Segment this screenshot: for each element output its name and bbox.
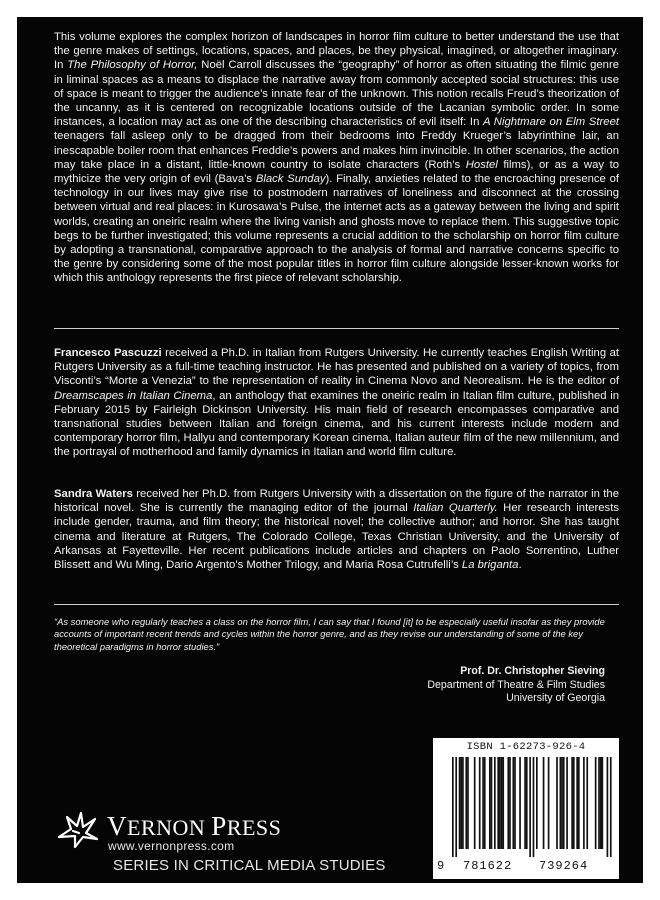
- divider: [54, 328, 619, 329]
- barcode-bar: [494, 757, 496, 849]
- barcode-bar: [561, 757, 563, 849]
- barcode-bar: [586, 757, 588, 849]
- barcode-bar: [610, 757, 612, 857]
- book-description: [54, 30, 619, 286]
- barcode-bar: [598, 757, 600, 849]
- barcode-bar: [595, 757, 597, 849]
- barcode-bar: [563, 757, 565, 849]
- endorser-name: Prof. Dr. Christopher Sieving: [460, 665, 605, 677]
- isbn-barcode: [433, 738, 619, 879]
- endorser-university: University of Georgia: [506, 692, 605, 704]
- barcode-bar: [602, 757, 604, 849]
- bio-text: Her research interests include gender, trauma, and film theory; the historical novel; the collective author; and horror. She has taught cinema and literature at Rutgers, The Colorado College, Texas Christian University, and the University of Arkansas at Fayetteville. Her recent publications include articles and chapters on Paolo Sorrentino, Luther Blissett and Wu Ming, Dario Argento’s Mother Trilogy, and Maria Rosa Cutrufelli’s: [54, 502, 619, 572]
- title-la-briganta: La briganta: [461, 559, 519, 572]
- description-text: ). Finally, anxieties related to the encroaching presence of technology in our lives may give rise to postmodern narratives of loneliness and disconnect at the crossing between virtual and real places: in Kurosawa’s Pulse, the internet acts as a gateway between the living and spirit worlds, creating an oneiric realm where the living vanish and ghosts move to replace them. This suggestive topic begs to be further investigated; this volume represents a crucial addition to the scholarship on horror film culture by adopting a transnational, comparative approach to the analysis of formal and narrative concerns specific to the genre by considering some of the most popular titles in horror film culture alongside lesser-known works for which this anthology represents the first piece of relevant scholarship.: [54, 173, 619, 285]
- barcode-bar: [524, 757, 526, 849]
- divider: [54, 604, 619, 605]
- bio-text: , an anthology that examines the oneiric realm in Italian film culture, published in February 2015 by Fairleigh Dickinson University. His main field of research encompasses comparative and transnational studies between Italian and foreign cinema, and his current interests include modern and contemporary horror film, Hallyu and contemporary Korean cinema, Italian auteur film of the new millennium, and the portrayal of motherhood and family dynamics in Italian and world film culture.: [54, 389, 619, 459]
- title-italian-quarterly: Italian Quarterly.: [413, 502, 498, 515]
- barcode-bar: [536, 757, 538, 849]
- barcode-bar: [533, 757, 535, 857]
- bio-pascuzzi: [54, 346, 619, 460]
- title-black-sunday: Black Sunday: [255, 173, 326, 186]
- barcode-bar: [462, 757, 464, 849]
- barcode-bar: [459, 757, 461, 849]
- description-text: teenagers fall asleep only to be dragged from their bedrooms into Freddy Krueger’s labyrinthine lair, an inescapable boiler room that enhances Freddie’s powers and makes him invincible. In other scenarios, the action may take place in a distant, little-known country to isolate characters (Roth’s: [54, 130, 619, 171]
- barcode-bar: [489, 757, 491, 849]
- barcode-bar: [556, 757, 558, 849]
- barcode-bars: [442, 757, 612, 857]
- barcode-bar: [482, 757, 484, 849]
- series-title: SERIES IN CRITICAL MEDIA STUDIES: [113, 857, 386, 874]
- barcode-bar: [499, 757, 501, 849]
- barcode-bar: [455, 757, 457, 857]
- barcode-bar: [519, 757, 521, 849]
- barcode-bar: [529, 757, 531, 857]
- title-nightmare-on-elm-street: A Nightmare on Elm Street: [483, 116, 620, 129]
- barcode-bar: [452, 757, 454, 857]
- back-cover: [17, 17, 643, 883]
- barcode-bar: [543, 757, 545, 849]
- barcode-bar: [491, 757, 493, 849]
- isbn-first-digit: 9: [437, 859, 446, 873]
- barcode-bar: [607, 757, 609, 857]
- barcode-bar: [571, 757, 573, 849]
- author-name-pascuzzi: Francesco Pascuzzi: [54, 347, 162, 359]
- bio-waters: [54, 487, 619, 572]
- barcode-bar: [578, 757, 580, 849]
- barcode-bar: [467, 757, 469, 849]
- barcode-bar: [501, 757, 503, 849]
- title-dreamscapes: Dreamscapes in Italian Cinema: [54, 389, 213, 402]
- publisher-name: VERNON PRESS: [107, 811, 282, 841]
- bio-text: received a Ph.D. in Italian from Rutgers University. He currently teaches English Writing at Rutgers University as a full-time teaching instructor. He has presented and published on a variety of topics, from Visconti’s “Morte a Venezia” to the representation of reality in Cinema Novo and Neorealism. He is the editor of: [54, 347, 619, 388]
- barcode-bar: [497, 757, 499, 849]
- barcode-bar: [573, 757, 575, 849]
- isbn-left-group: 781622: [463, 859, 513, 873]
- barcode-bar: [526, 757, 528, 849]
- isbn-right-group: 739264: [539, 859, 589, 873]
- title-philosophy-of-horror: The Philosophy of Horror,: [67, 59, 198, 72]
- title-hostel: Hostel: [465, 158, 498, 171]
- barcode-bar: [576, 757, 578, 849]
- endorsement-quote: “As someone who regularly teaches a class on the horror film, I can say that I found [it] to be especially useful insofar as they provide accounts of important recent trends and cycles within the horror genre, and as they revise our understanding of some of the key theoretical paradigms in horror studies.”: [54, 616, 605, 652]
- barcode-bar: [566, 757, 568, 849]
- publisher-url: www.vernonpress.com: [108, 839, 235, 853]
- barcode-bar: [474, 757, 476, 849]
- endorsement-attribution: [427, 665, 605, 706]
- author-name-waters: Sandra Waters: [54, 488, 133, 500]
- bio-text: received her Ph.D. from Rutgers University with a dissertation on the figure of the narrator in the historical novel. She is currently the managing editor of the journal: [54, 488, 619, 515]
- isbn-label: ISBN 1-62273-926-4: [466, 741, 586, 753]
- barcode-bar: [507, 757, 509, 849]
- barcode-bar: [583, 757, 585, 849]
- vernon-press-bird-icon: [55, 809, 101, 849]
- barcode-bar: [548, 757, 550, 849]
- barcode-bar: [479, 757, 481, 849]
- barcode-bar: [509, 757, 511, 849]
- endorser-department: Department of Theatre & Film Studies: [427, 678, 605, 691]
- barcode-bar: [600, 757, 602, 849]
- barcode-bar: [465, 757, 467, 849]
- barcode-bar: [560, 757, 562, 849]
- description-text: Noël Carroll discusses the “geography” of horror as often situating the filmic genre in liminal spaces as a means to displace the narrative away from commonly accepted social structures: this use of space is meant to trigger the audience’s innate fear of the unknown. This notion recalls Freud’s theorization of the uncanny, as it is centered on recognizable locations outside of the Lacanian symbolic order. In some instances, a location may act as one of the describing characteristics of evil itself: In: [54, 59, 620, 129]
- barcode-bar: [512, 757, 514, 849]
- bio-text: .: [518, 559, 522, 572]
- barcode-bar: [502, 757, 504, 849]
- barcode-bar: [460, 757, 462, 849]
- description-text: This volume explores the complex horizon of landscapes in horror film culture to better understand the use that the genre makes of settings, locations, spaces, and places, be they physical, imagined, or altogether imaginary. In: [54, 31, 619, 72]
- description-text: films), or as a way to mythicize the very origin of evil (Bava’s: [54, 158, 619, 186]
- barcode-bar: [484, 757, 486, 849]
- barcode-bar: [514, 757, 516, 849]
